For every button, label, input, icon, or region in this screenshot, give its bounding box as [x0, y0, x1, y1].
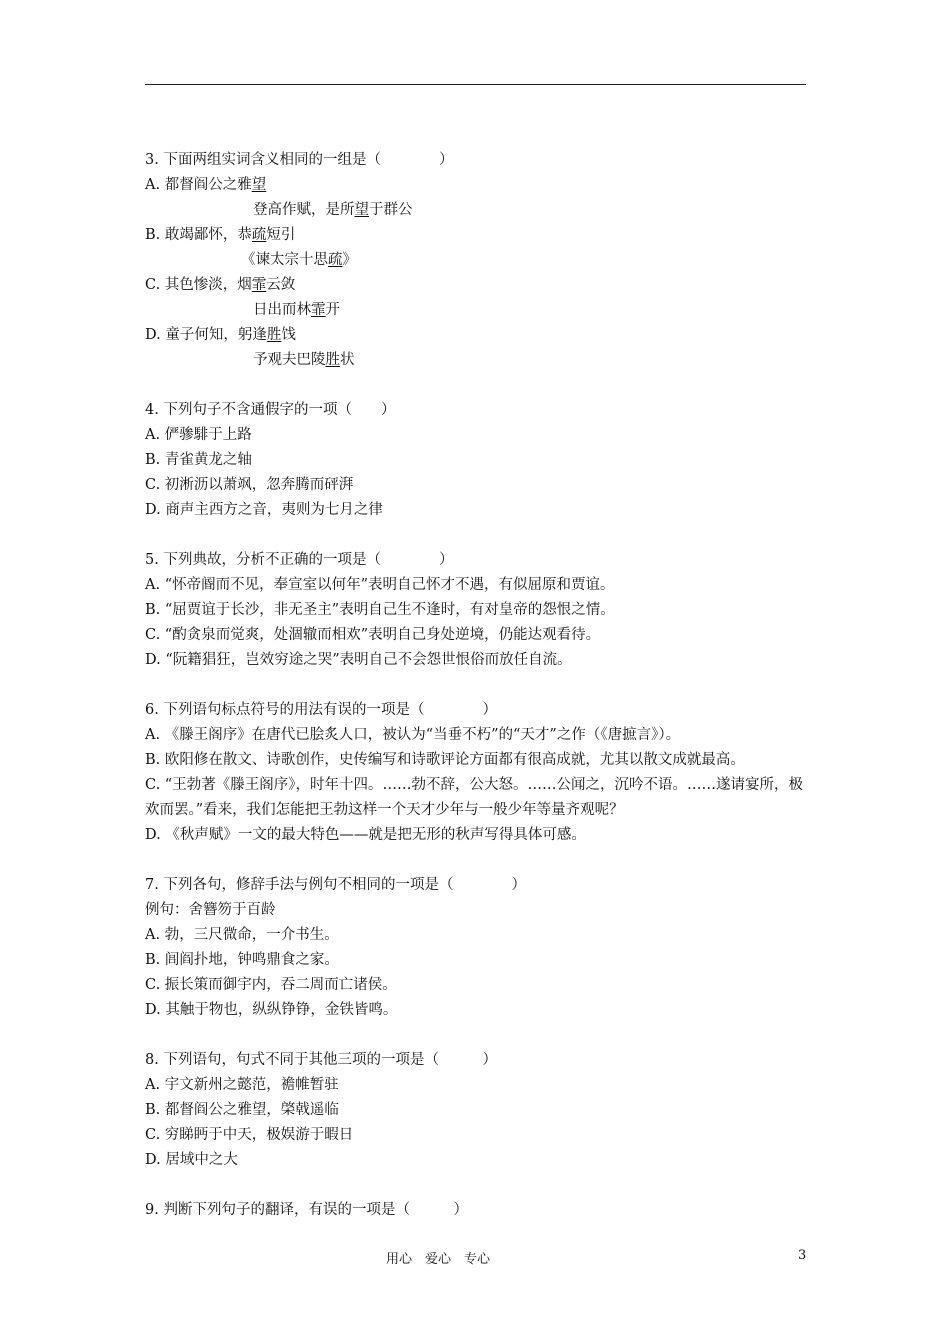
example-sentence: 例句：舍簪笏于百龄	[145, 902, 276, 918]
question-stem: 3. 下面两组实词含义相同的一组是（ ）	[145, 152, 454, 168]
option-c: C. “酌贪泉而觉爽，处涸辙而相欢”表明自己身处逆境，仍能达观看待。	[145, 627, 601, 643]
page-number: 3	[798, 1248, 807, 1263]
option-d: D. “阮籍猖狂，岂效穷途之哭”表明自己不会怨世恨俗而放任自流。	[145, 652, 572, 668]
question-5	[145, 548, 825, 673]
option-b-line-1: B. 敢竭鄙怀，恭疏短引	[145, 227, 296, 243]
option-b: B. 都督阎公之雅望，棨戟遥临	[145, 1102, 339, 1118]
question-stem: 9. 判断下列句子的翻译，有误的一项是（ ）	[145, 1202, 468, 1218]
option-a: A. 俨骖騑于上路	[145, 427, 252, 443]
question-stem: 5. 下列典故，分析不正确的一项是（ ）	[145, 552, 454, 568]
underlined-word: 疏	[328, 252, 343, 268]
option-c: C. 振长策而御宇内，吞二周而亡诸侯。	[145, 977, 397, 993]
underlined-word: 胜	[266, 327, 282, 343]
option-b: B. 青雀黄龙之轴	[145, 452, 252, 468]
underlined-word: 望	[354, 202, 369, 218]
option-a: A. 《滕王阁序》在唐代已脍炙人口，被认为“当垂不朽”的“天才”之作（《唐摭言》）。	[145, 727, 681, 743]
question-8	[145, 1048, 825, 1173]
question-stem: 8. 下列语句，句式不同于其他三项的一项是（ ）	[145, 1052, 497, 1068]
question-4	[145, 398, 825, 523]
question-9	[145, 1198, 825, 1223]
option-c-line-1: C. 其色惨淡，烟霏云敛	[145, 277, 296, 293]
question-7	[145, 873, 825, 1023]
underlined-word: 霏	[251, 277, 267, 293]
question-stem: 7. 下列各句，修辞手法与例句不相同的一项是（ ）	[145, 877, 526, 893]
option-a-line-1: A. 都督阎公之雅望	[145, 177, 267, 193]
option-a: A. “怀帝阍而不见，奉宣室以何年”表明自己怀才不遇，有似屈原和贾谊。	[145, 577, 615, 593]
option-b: B. 闾阎扑地，钟鸣鼎食之家。	[145, 952, 339, 968]
option-a: A. 宇文新州之懿范，襜帷暂驻	[145, 1077, 339, 1093]
option-d-line-2: 予观夫巴陵胜状	[253, 352, 355, 368]
page-content	[145, 148, 825, 1248]
option-d-line-1: D. 童子何知，躬逢胜饯	[145, 327, 296, 343]
question-stem: 6. 下列语句标点符号的用法有误的一项是（ ）	[145, 702, 497, 718]
option-b: B. 欧阳修在散文、诗歌创作，史传编写和诗歌评论方面都有很高成就，尤其以散文成就最高。	[145, 752, 745, 768]
option-a-line-2: 登高作赋，是所望于群公	[253, 202, 413, 218]
option-d: D. 商声主西方之音，夷则为七月之律	[145, 502, 383, 518]
option-c: C. 穷睇眄于中天，极娱游于暇日	[145, 1127, 354, 1143]
question-6	[145, 698, 825, 848]
option-a: A. 勃，三尺微命，一介书生。	[145, 927, 339, 943]
option-d: D. 其触于物也，纵纵铮铮，金铁皆鸣。	[145, 1002, 398, 1018]
option-c: C. 初淅沥以萧飒，忽奔腾而砰湃	[145, 477, 354, 493]
option-b: B. “屈贾谊于长沙，非无圣主”表明自己生不逢时，有对皇帝的怨恨之情。	[145, 602, 615, 618]
underlined-word: 疏	[251, 227, 267, 243]
option-d: D. 《秋声赋》一文的最大特色——就是把无形的秋声写得具体可感。	[145, 827, 586, 843]
underlined-word: 胜	[325, 352, 340, 368]
option-d: D. 居域中之大	[145, 1152, 238, 1168]
underlined-word: 望	[251, 177, 267, 193]
question-3	[145, 148, 825, 373]
underlined-word: 霏	[311, 302, 326, 318]
option-c: C. “王勃著《滕王阁序》，时年十四。……勃不辞，公大怒。……公闻之，沉吟不语。……遂请宴所，极欢而罢。”看来，我们怎能把王勃这样一个天才少年与一般少年等量齐观呢？	[145, 777, 803, 818]
header-rule	[145, 84, 806, 85]
footer-motto: 用心 爱心 专心	[386, 1252, 491, 1267]
question-stem: 4. 下列句子不含通假字的一项（ ）	[145, 402, 396, 418]
option-b-line-2: 《谏太宗十思疏》	[241, 252, 357, 268]
option-c-line-2: 日出而林霏开	[253, 302, 340, 318]
